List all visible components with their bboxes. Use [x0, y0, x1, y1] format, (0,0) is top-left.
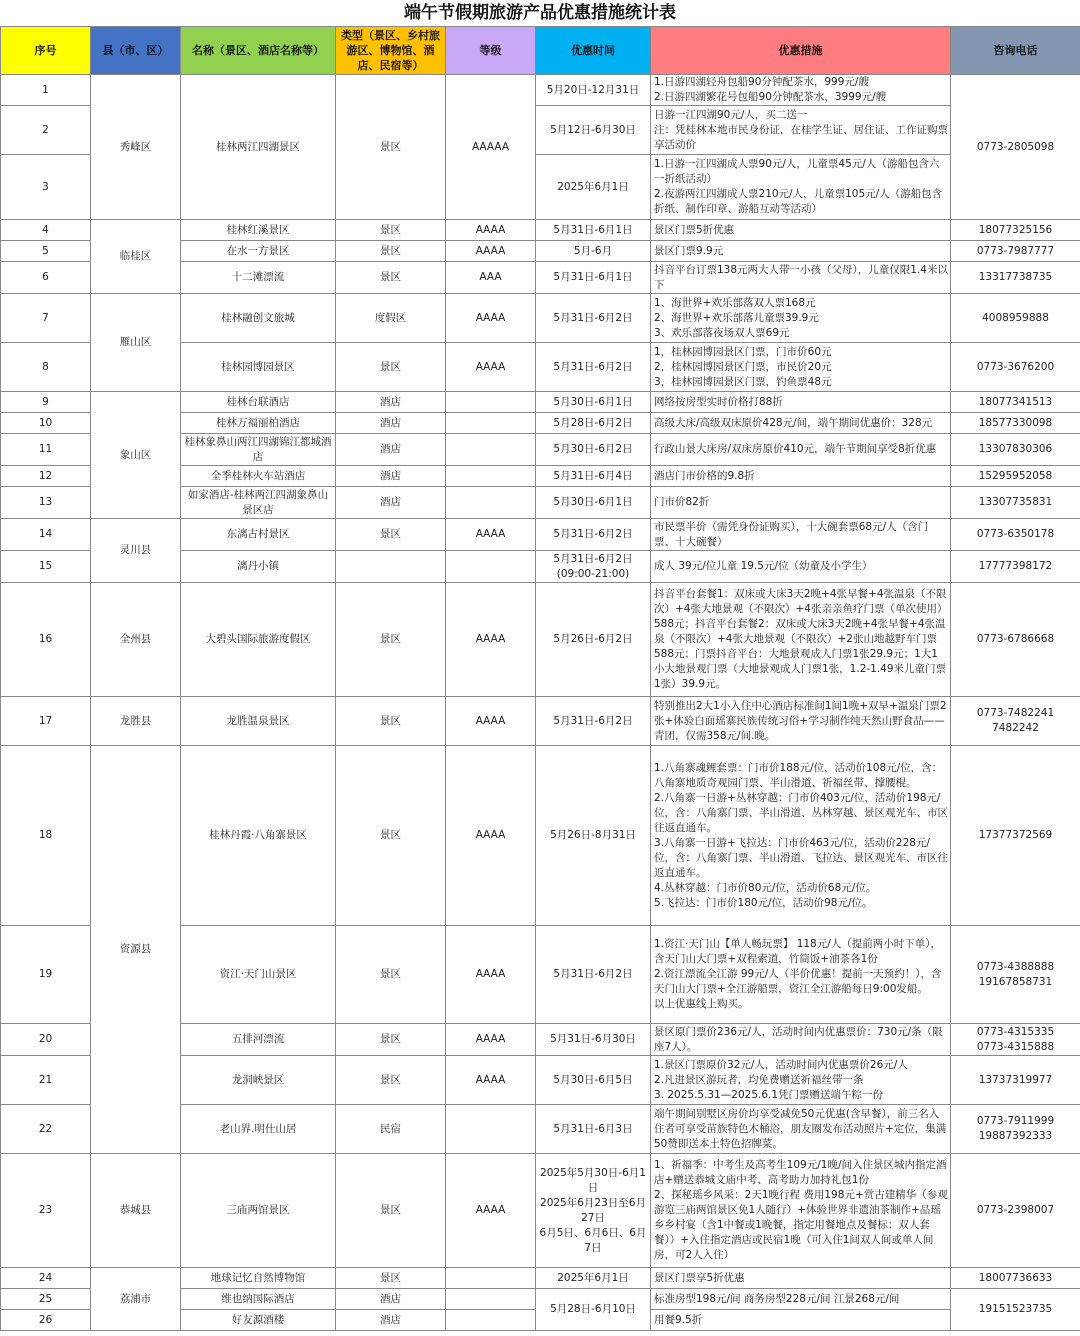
- cell-county: 全州县: [91, 583, 181, 697]
- cell-no: 8: [1, 343, 91, 392]
- cell-time: 5月31日-6月2日: [536, 519, 651, 551]
- table-row: [1, 583, 1080, 697]
- cell-no: 19: [1, 926, 91, 1024]
- cell-measure: 1、海世界+欢乐部落双人票168元 2、海世界+欢乐部落儿童票39.9元 3、欢乐部落夜场双人票69元: [651, 294, 951, 343]
- table-row: [1, 519, 1080, 551]
- cell-county: 秀峰区: [91, 75, 181, 220]
- cell-no: 16: [1, 583, 91, 697]
- cell-time: 5月30日-6月2日: [536, 434, 651, 466]
- cell-level: [446, 1310, 536, 1331]
- cell-type: 景区: [336, 343, 446, 392]
- cell-level: AAAA: [446, 294, 536, 343]
- cell-level: AAA: [446, 262, 536, 294]
- cell-phone: 0773-6350178: [951, 519, 1080, 551]
- cell-phone: 18077341513: [951, 392, 1080, 413]
- header-measure: 优惠措施: [651, 27, 951, 75]
- cell-level: [446, 434, 536, 466]
- cell-no: 6: [1, 262, 91, 294]
- cell-level: AAAA: [446, 220, 536, 241]
- cell-type: 景区: [336, 220, 446, 241]
- page-title: 端午节假期旅游产品优惠措施统计表: [404, 3, 676, 23]
- cell-county: 象山区: [91, 392, 181, 519]
- cell-level: [446, 1105, 536, 1154]
- cell-no: 12: [1, 466, 91, 487]
- cell-time: 5月28日-6月10日: [536, 1289, 651, 1331]
- cell-type: 酒店: [336, 392, 446, 413]
- cell-no: 11: [1, 434, 91, 466]
- cell-time: 5月12日-6月30日: [536, 106, 651, 155]
- cell-phone: 13307830306: [951, 434, 1080, 466]
- cell-name: 桂林园博园景区: [181, 343, 336, 392]
- cell-measure: 用餐9.5折: [651, 1310, 951, 1331]
- cell-type: 酒店: [336, 434, 446, 466]
- cell-level: [446, 1268, 536, 1289]
- cell-name: 桂林融创文旅城: [181, 294, 336, 343]
- cell-county: 雁山区: [91, 294, 181, 392]
- cell-name: 全季桂林火车站酒店: [181, 466, 336, 487]
- cell-level: AAAA: [446, 1056, 536, 1105]
- cell-no: 17: [1, 697, 91, 746]
- header-name: 名称（景区、酒店名称等）: [181, 27, 336, 75]
- cell-measure: 高级大床/高级双床原价428元/间，端午期间优惠价：328元: [651, 413, 951, 434]
- cell-name: 桂林万福丽柏酒店: [181, 413, 336, 434]
- cell-no: 15: [1, 551, 91, 583]
- cell-measure: 景区门票5折优惠: [651, 220, 951, 241]
- cell-no: 13: [1, 487, 91, 519]
- cell-no: 2: [1, 106, 91, 155]
- cell-time: 5月31日-6月1日: [536, 220, 651, 241]
- cell-type: 景区: [336, 583, 446, 697]
- cell-time: 2025年6月1日: [536, 155, 651, 220]
- cell-measure: 日游一江四湖90元/人，买二送一 注：凭桂林本地市民身份证，在桂学生证、居住证、工作证购票享活动价: [651, 106, 951, 155]
- cell-time: 5月31日-6月30日: [536, 1024, 651, 1056]
- cell-measure: 景区原门票价236元/人，活动时间内优惠票价：730元/条（限座7人）。: [651, 1024, 951, 1056]
- cell-phone: 18077325156: [951, 220, 1080, 241]
- table-row: [1, 220, 1080, 241]
- cell-type: 景区: [336, 1154, 446, 1268]
- cell-time: 5月31日-6月2日: [536, 343, 651, 392]
- cell-name: 东漓古村景区: [181, 519, 336, 551]
- cell-time: 5月31日-6月1日: [536, 262, 651, 294]
- cell-county: 龙胜县: [91, 697, 181, 746]
- cell-measure: 1.日游四湖轻舟包船90分钟配茶水，999元/艘 2.日游四湖繁花号包船90分钟配茶水，3999元/艘: [651, 75, 951, 106]
- cell-no: 26: [1, 1310, 91, 1331]
- cell-measure: 特别推出2大1小入住中心酒店标准间1间1晚+双早+温泉门票2张+体验白面瑶寨民族传统习俗+学习制作纯天然山野食品——青团，仅需358元/间.晚。: [651, 697, 951, 746]
- cell-time: 2025年5月30日-6月1日 2025年6月23日至6月27日 6月5日、6月6日、6月7日: [536, 1154, 651, 1268]
- cell-county: 灵川县: [91, 519, 181, 583]
- cell-measure: 1.景区门票原价32元/人，活动时间内优惠票价26元/人 2.凡进景区游玩者，均免费赠送祈福丝带一条 3. 2025.5.31—2025.6.1凭门票赠送端午粽一份: [651, 1056, 951, 1105]
- cell-type: 景区: [336, 697, 446, 746]
- cell-phone: 0773-7911999 19887392333: [951, 1105, 1080, 1154]
- cell-county: 恭城县: [91, 1154, 181, 1268]
- cell-level: AAAA: [446, 1024, 536, 1056]
- header-no: 序号: [1, 27, 91, 75]
- cell-time: 5月30日-6月1日: [536, 487, 651, 519]
- cell-no: 24: [1, 1268, 91, 1289]
- cell-name: 龙胜温泉景区: [181, 697, 336, 746]
- cell-measure: 抖音平台套餐1：双床或大床3天2晚+4张早餐+4张温泉（不限次）+4张大地景观（不限次）+4张亲亲鱼疗门票（单次使用）588元；抖音平台套餐2：双床或大床3天2晚+4张早餐+4张温泉（不限次）+4张大地景观（不限次）+2张山地越野车门票588元；门票抖音平台：大地景观成人门票1张29.9元；1大1小大地景观门票（大地景观成人门票1张，1.2-1.49米儿童门票1张）39.9元。: [651, 583, 951, 697]
- cell-phone: 0773-2398007: [951, 1154, 1080, 1268]
- cell-county: 资源县: [91, 746, 181, 1154]
- cell-name: 三庙两馆景区: [181, 1154, 336, 1268]
- cell-phone: 0773-4388888 19167858731: [951, 926, 1080, 1024]
- cell-county: 临桂区: [91, 220, 181, 294]
- cell-phone: 0773-2805098: [951, 75, 1080, 220]
- cell-type: 度假区: [336, 294, 446, 343]
- table-row: [1, 697, 1080, 746]
- cell-type: [336, 551, 446, 583]
- cell-type: 景区: [336, 241, 446, 262]
- cell-level: [446, 413, 536, 434]
- cell-no: 21: [1, 1056, 91, 1105]
- cell-time: 5月31日-6月2日: [536, 926, 651, 1024]
- table-row: [1, 1154, 1080, 1268]
- cell-name: 桂林红溪景区: [181, 220, 336, 241]
- header-type: 类型（景区、乡村旅游区、博物馆、酒店、民宿等）: [336, 27, 446, 75]
- cell-name: 好友源酒楼: [181, 1310, 336, 1331]
- cell-time: 5月30日-6月1日: [536, 392, 651, 413]
- cell-time: 5月31日-6月2日 (09:00-21:00): [536, 551, 651, 583]
- cell-measure: 行政山景大床房/双床房原价410元，端午节期间享受8折优惠: [651, 434, 951, 466]
- cell-type: 景区: [336, 519, 446, 551]
- cell-type: 酒店: [336, 466, 446, 487]
- header-row: [1, 27, 1080, 75]
- cell-measure: 网络按房型实时价格打88折: [651, 392, 951, 413]
- cell-type: 景区: [336, 262, 446, 294]
- cell-time: 5月26日-6月2日: [536, 583, 651, 697]
- cell-measure: 门市价82折: [651, 487, 951, 519]
- cell-phone: 0773-3676200: [951, 343, 1080, 392]
- cell-time: 5月30日-6月5日: [536, 1056, 651, 1105]
- cell-measure: 景区门票享5折优惠: [651, 1268, 951, 1289]
- cell-phone: 18577330098: [951, 413, 1080, 434]
- cell-no: 5: [1, 241, 91, 262]
- cell-phone: 0773-4315335 0773-4315888: [951, 1024, 1080, 1056]
- cell-measure: 1.日游一江四湖成人票90元/人，儿童票45元/人（游船包含六一折纸活动） 2.夜游两江四湖成人票210元/人，儿童票105元/人（游船包含折纸、制作印章、游船互动等活动）: [651, 155, 951, 220]
- cell-phone: 0773-6786668: [951, 583, 1080, 697]
- cell-time: 5月26日-8月31日: [536, 746, 651, 926]
- header-county: 县（市、区）: [91, 27, 181, 75]
- table-row: [1, 1268, 1080, 1289]
- cell-time: 5月31日-6月4日: [536, 466, 651, 487]
- cell-level: AAAA: [446, 519, 536, 551]
- cell-measure: 抖音平台订票138元两大人带一小孩（父母），儿童仅限1.4米以下: [651, 262, 951, 294]
- promotion-table: [0, 26, 1080, 1331]
- cell-type: 民宿: [336, 1105, 446, 1154]
- cell-level: AAAA: [446, 241, 536, 262]
- cell-measure: 市民票半价（需凭身份证购买），十大碗套票68元/人（含门票、十大碗餐）: [651, 519, 951, 551]
- cell-measure: 标准房型198元/间 商务房型228元/间 江景268元/间: [651, 1289, 951, 1310]
- cell-level: [446, 466, 536, 487]
- cell-phone: 13317738735: [951, 262, 1080, 294]
- cell-type: 景区: [336, 75, 446, 220]
- cell-level: [446, 487, 536, 519]
- cell-level: AAAA: [446, 1154, 536, 1268]
- cell-type: 酒店: [336, 487, 446, 519]
- cell-type: 酒店: [336, 413, 446, 434]
- table-row: [1, 294, 1080, 343]
- cell-level: AAAA: [446, 697, 536, 746]
- header-phone: 咨询电话: [951, 27, 1080, 75]
- cell-phone: 0773-7482241 7482242: [951, 697, 1080, 746]
- cell-level: [446, 1289, 536, 1310]
- cell-name: 维也纳国际酒店: [181, 1289, 336, 1310]
- cell-name: 大碧头国际旅游度假区: [181, 583, 336, 697]
- cell-level: [446, 392, 536, 413]
- cell-type: 酒店: [336, 1310, 446, 1331]
- cell-no: 1: [1, 75, 91, 106]
- cell-name: 地球记忆自然博物馆: [181, 1268, 336, 1289]
- cell-county: 荔浦市: [91, 1268, 181, 1331]
- cell-measure: 1.八角寨魂鲤套票：门市价188元/位，活动价108元/位，含：八角寨地质奇观园门票、半山滑道、祈福丝带、撑腰棍。 2.八角寨一日游+丛林穿越：门市价403元/位，活动价198元/位，含：八角寨门票、半山滑道、丛林穿越、景区观光车、市区往返直通车。 3.八角寨一日游+飞拉达：门市价463元/位，活动价228元/位，含：八角寨门票、半山滑道、飞拉达、景区观光车、市区往返直通车。 4.丛林穿越：门市价80元/位，活动价68元/位。 5.飞拉达：门市价180元/位，活动价98元/位。: [651, 746, 951, 926]
- cell-no: 18: [1, 746, 91, 926]
- cell-no: 3: [1, 155, 91, 220]
- cell-measure: 酒店门市价格的9.8折: [651, 466, 951, 487]
- cell-name: 桂林象鼻山两江四湖锦江都城酒店: [181, 434, 336, 466]
- cell-name: 资江·天门山景区: [181, 926, 336, 1024]
- cell-measure: 1，桂林园博园景区门票，门市价60元 2，桂林园博园景区门票，市民价20元 3，桂林园博园景区门票，钓鱼票48元: [651, 343, 951, 392]
- cell-no: 22: [1, 1105, 91, 1154]
- cell-no: 23: [1, 1154, 91, 1268]
- cell-no: 10: [1, 413, 91, 434]
- cell-name: 龙洞峡景区: [181, 1056, 336, 1105]
- cell-name: 五排河漂流: [181, 1024, 336, 1056]
- cell-type: 景区: [336, 1024, 446, 1056]
- table-row: [1, 392, 1080, 413]
- table-row: [1, 75, 1080, 106]
- cell-time: 5月20日-12月31日: [536, 75, 651, 106]
- cell-name: 桂林丹霞·八角寨景区: [181, 746, 336, 926]
- cell-phone: 17777398172: [951, 551, 1080, 583]
- cell-name: 十二滩漂流: [181, 262, 336, 294]
- cell-measure: 成人 39元/位儿童 19.5元/位（幼童及小学生）: [651, 551, 951, 583]
- cell-phone: 4008959888: [951, 294, 1080, 343]
- cell-type: 酒店: [336, 1289, 446, 1310]
- cell-level: AAAA: [446, 343, 536, 392]
- cell-type: 景区: [336, 746, 446, 926]
- cell-type: 景区: [336, 926, 446, 1024]
- cell-time: 5月31日-6月2日: [536, 294, 651, 343]
- cell-time: 5月31日-6月3日: [536, 1105, 651, 1154]
- cell-type: 景区: [336, 1268, 446, 1289]
- cell-time: 5月-6月: [536, 241, 651, 262]
- cell-name: 桂林台联酒店: [181, 392, 336, 413]
- cell-phone: 0773-7987777: [951, 241, 1080, 262]
- cell-no: 9: [1, 392, 91, 413]
- table-row: [1, 746, 1080, 926]
- cell-phone: 13737319977: [951, 1056, 1080, 1105]
- header-level: 等级: [446, 27, 536, 75]
- cell-no: 7: [1, 294, 91, 343]
- cell-type: 景区: [336, 1056, 446, 1105]
- cell-measure: 景区门票9.9元: [651, 241, 951, 262]
- cell-measure: 端午期间别墅区房价均享受减免50元优惠(含早餐），前三名入住者可享受苗族特色木桶浴，朋友圈发布活动照片+定位，集满50赞即送本土特色招牌菜。: [651, 1105, 951, 1154]
- cell-name: 老山界.明仕山居: [181, 1105, 336, 1154]
- cell-no: 25: [1, 1289, 91, 1310]
- cell-no: 20: [1, 1024, 91, 1056]
- cell-name: 桂林两江四湖景区: [181, 75, 336, 220]
- cell-name: 在水一方景区: [181, 241, 336, 262]
- cell-phone: 17377372569: [951, 746, 1080, 926]
- cell-measure: 1、祈福季：中考生及高考生109元/1晚/间入住景区城内指定酒店+赠送恭城文庙中考、高考助力加持礼包1份 2、探秘瑶乡风采：2天1晚行程 费用198元+赏古建精华（参观游览三庙两馆景区免1人随行）+体验世界非遗油茶制作+品瑶乡乡村宴（含1中餐或1晚餐，指定用餐地点及餐标：双人套餐））+入住指定酒店或民宿1晚（可入住1间双人间或单人间房，可2人入住）: [651, 1154, 951, 1268]
- cell-level: AAAA: [446, 926, 536, 1024]
- cell-phone: 15295952058: [951, 466, 1080, 487]
- cell-no: 14: [1, 519, 91, 551]
- cell-phone: 19151523735: [951, 1289, 1080, 1331]
- cell-level: [446, 551, 536, 583]
- cell-level: AAAAA: [446, 75, 536, 220]
- header-time: 优惠时间: [536, 27, 651, 75]
- cell-level: AAAA: [446, 583, 536, 697]
- cell-phone: 18007736633: [951, 1268, 1080, 1289]
- cell-time: 5月31日-6月2日: [536, 697, 651, 746]
- cell-phone: 13307735831: [951, 487, 1080, 519]
- cell-level: AAAA: [446, 746, 536, 926]
- cell-time: 2025年6月1日: [536, 1268, 651, 1289]
- cell-name: 如家酒店-桂林两江四湖象鼻山景区店: [181, 487, 336, 519]
- cell-name: 漓丹小镇: [181, 551, 336, 583]
- cell-time: 5月28日-6月2日: [536, 413, 651, 434]
- cell-no: 4: [1, 220, 91, 241]
- cell-measure: 1.资江·天门山【单人畅玩票】 118元/人（提前两小时下单），含天门山大门票+双程索道，竹筒饭+油茶各1份 2.资江漂流全江游 99元/人（半价优惠！提前一天预约！），含天门山大门票+全江游船票，资江全江游船每日9:00发船。 以上优惠线上购买。: [651, 926, 951, 1024]
